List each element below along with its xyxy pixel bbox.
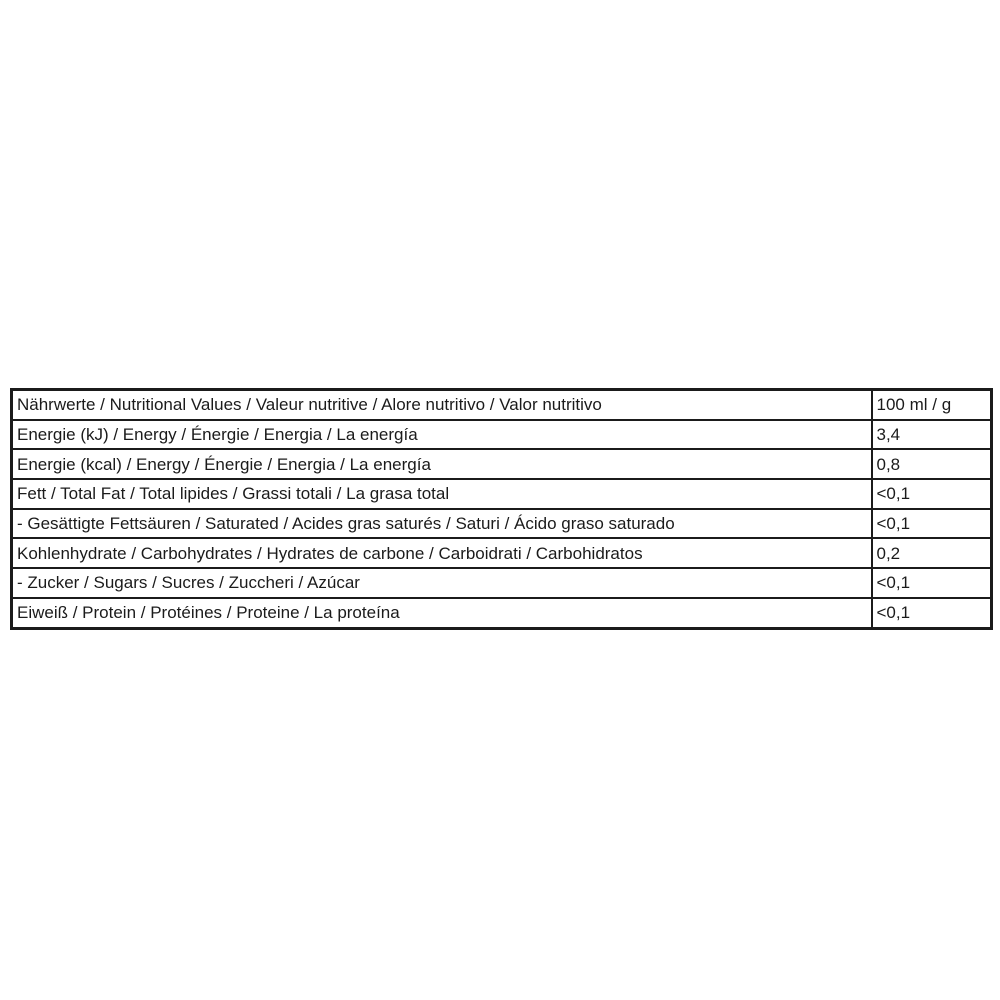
nutrient-value-cell: 0,2: [872, 538, 992, 568]
unit-header-cell: 100 ml / g: [872, 390, 992, 420]
nutrition-table-container: [10, 388, 990, 630]
table-row-fat: [12, 479, 992, 509]
header-label-cell: Nährwerte / Nutritional Values / Valeur nutritive / Alore nutritivo / Valor nutritivo: [12, 390, 872, 420]
table-row-protein: [12, 598, 992, 628]
table-header-row: [12, 390, 992, 420]
table-row-energy-kj: [12, 420, 992, 450]
nutrient-label-cell: - Zucker / Sugars / Sucres / Zuccheri / Azúcar: [12, 568, 872, 598]
table-row-energy-kcal: [12, 449, 992, 479]
nutrient-label-cell: - Gesättigte Fettsäuren / Saturated / Acides gras saturés / Saturi / Ácido graso saturado: [12, 509, 872, 539]
table-row-carbohydrates: [12, 538, 992, 568]
table-row-sugars: [12, 568, 992, 598]
nutrient-value-cell: <0,1: [872, 509, 992, 539]
nutrient-label-cell: Fett / Total Fat / Total lipides / Grassi totali / La grasa total: [12, 479, 872, 509]
nutrition-facts-table: [10, 388, 993, 630]
nutrient-value-cell: <0,1: [872, 598, 992, 628]
nutrient-label-cell: Energie (kcal) / Energy / Énergie / Energia / La energía: [12, 449, 872, 479]
nutrient-label-cell: Kohlenhydrate / Carbohydrates / Hydrates de carbone / Carboidrati / Carbohidratos: [12, 538, 872, 568]
nutrient-value-cell: <0,1: [872, 479, 992, 509]
nutrient-label-cell: Eiweiß / Protein / Protéines / Proteine / La proteína: [12, 598, 872, 628]
nutrient-value-cell: 0,8: [872, 449, 992, 479]
table-row-saturated-fat: [12, 509, 992, 539]
nutrient-value-cell: 3,4: [872, 420, 992, 450]
nutrient-label-cell: Energie (kJ) / Energy / Énergie / Energia / La energía: [12, 420, 872, 450]
nutrient-value-cell: <0,1: [872, 568, 992, 598]
